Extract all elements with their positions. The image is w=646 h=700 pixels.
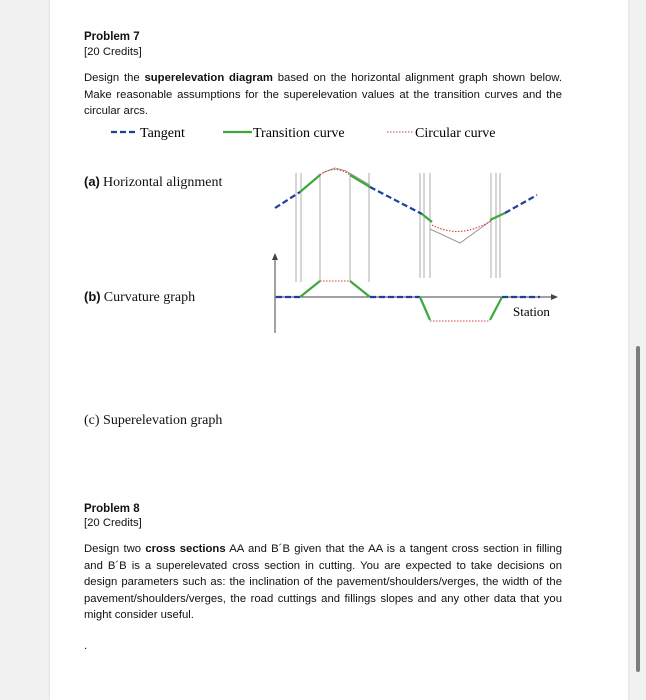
vertical-scrollbar[interactable] [636,346,640,672]
legend-transition-label: Transition curve [253,126,345,141]
legend-tangent-label: Tangent [140,126,185,141]
problem8-credits: [20 Credits] [84,517,142,529]
label-a: (a) Horizontal alignment [84,174,223,190]
problem7-intro: Design the superelevation diagram based on the horizontal alignment graph shown below. Make reasonable assumptions for the superelevation values at the transition curves and the circular arcs. [84,72,562,117]
footer-dot: . [84,640,88,652]
label-c: (c) Superelevation graph [84,413,223,428]
label-b: (b) Curvature graph [84,289,196,305]
problem8-body: Design two cross sections AA and B´B given that the AA is a tangent cross section in filling and B´B is a superelevated cross section in cutting. You are expected to take decisions on design parameters such as: the inclination of the pavement/shoulders/verges, the width of the pavement/shoulders/verges, the road cuttings and fillings slopes and any other data that you might consider useful. [84,543,562,621]
station-label: Station [513,304,550,319]
problem8-title: Problem 8 [84,503,140,515]
legend-circular-label: Circular curve [415,126,496,141]
problem7-credits: [20 Credits] [84,46,142,58]
problem7-title: Problem 7 [84,31,140,43]
